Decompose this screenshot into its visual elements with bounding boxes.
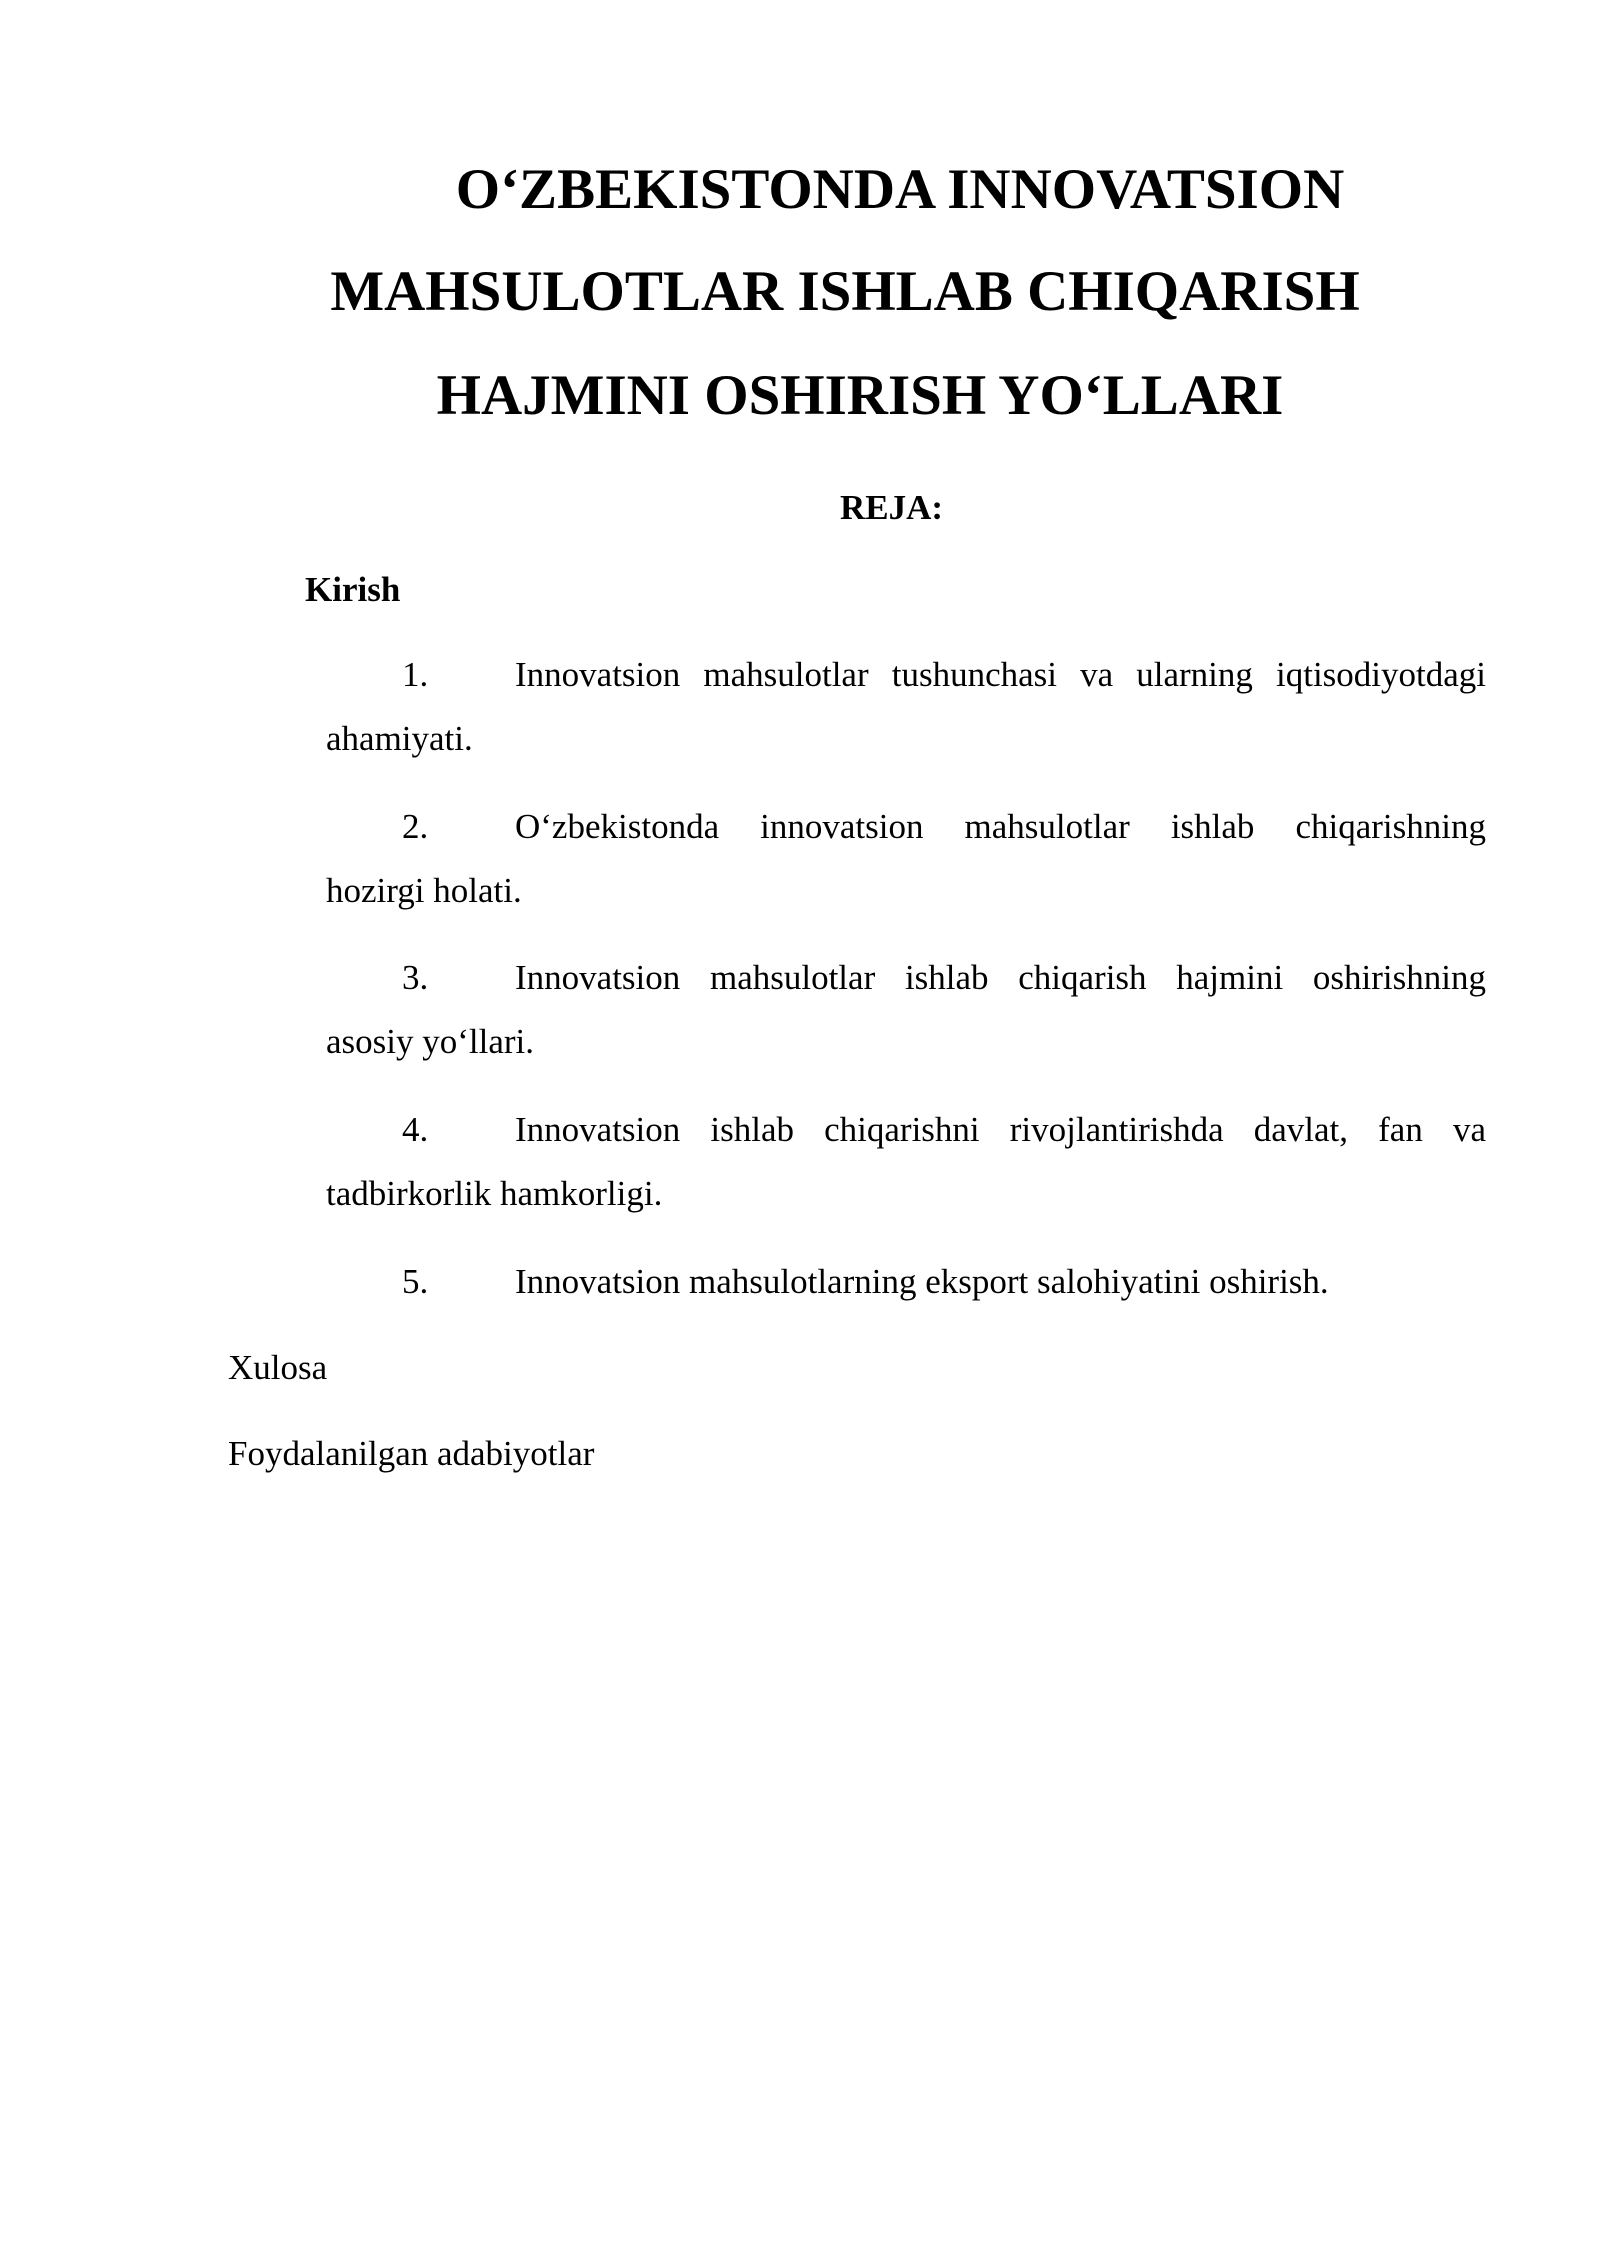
plan-item-text: Innovatsion mahsulotlarning eksport salohiyatini oshirish. bbox=[515, 1262, 1329, 1301]
plan-item-number: 1. bbox=[402, 655, 429, 694]
plan-item-number: 3. bbox=[402, 958, 429, 997]
plan-item-text-continued: tadbirkorlik hamkorligi. bbox=[326, 1174, 663, 1213]
plan-item bbox=[326, 1262, 1486, 1302]
plan-item-text: Innovatsion mahsulotlar tushunchasi va ularning iqtisodiyotdagi bbox=[515, 655, 1486, 694]
plan-heading: REJA: bbox=[840, 488, 944, 527]
references-heading: Foydalanilgan adabiyotlar bbox=[228, 1434, 595, 1473]
plan-item-number: 4. bbox=[402, 1110, 429, 1149]
plan-item bbox=[326, 807, 1486, 911]
document-title-line-1: O‘ZBEKISTONDA INNOVATSION bbox=[455, 158, 1345, 221]
plan-item bbox=[326, 958, 1486, 1062]
document-title-line-2: MAHSULOTLAR ISHLAB CHIQARISH bbox=[330, 260, 1360, 323]
plan-item-text-continued: ahamiyati. bbox=[326, 719, 473, 758]
plan-item-text-continued: hozirgi holati. bbox=[326, 871, 522, 910]
intro-heading: Kirish bbox=[305, 570, 401, 609]
document-title-line-3: HAJMINI OSHIRISH YO‘LLARI bbox=[436, 364, 1284, 427]
plan-item-number: 2. bbox=[402, 807, 429, 846]
conclusion-heading: Xulosa bbox=[228, 1348, 328, 1387]
plan-item-number: 5. bbox=[402, 1262, 429, 1301]
plan-item-text-continued: asosiy yo‘llari. bbox=[326, 1022, 535, 1061]
plan-item bbox=[326, 655, 1486, 759]
plan-item-text: Innovatsion ishlab chiqarishni rivojlantirishda davlat, fan va bbox=[515, 1110, 1486, 1149]
plan-item bbox=[326, 1110, 1486, 1214]
plan-item-text: O‘zbekistonda innovatsion mahsulotlar ishlab chiqarishning bbox=[515, 807, 1486, 846]
plan-item-text: Innovatsion mahsulotlar ishlab chiqarish hajmini oshirishning bbox=[515, 958, 1486, 997]
